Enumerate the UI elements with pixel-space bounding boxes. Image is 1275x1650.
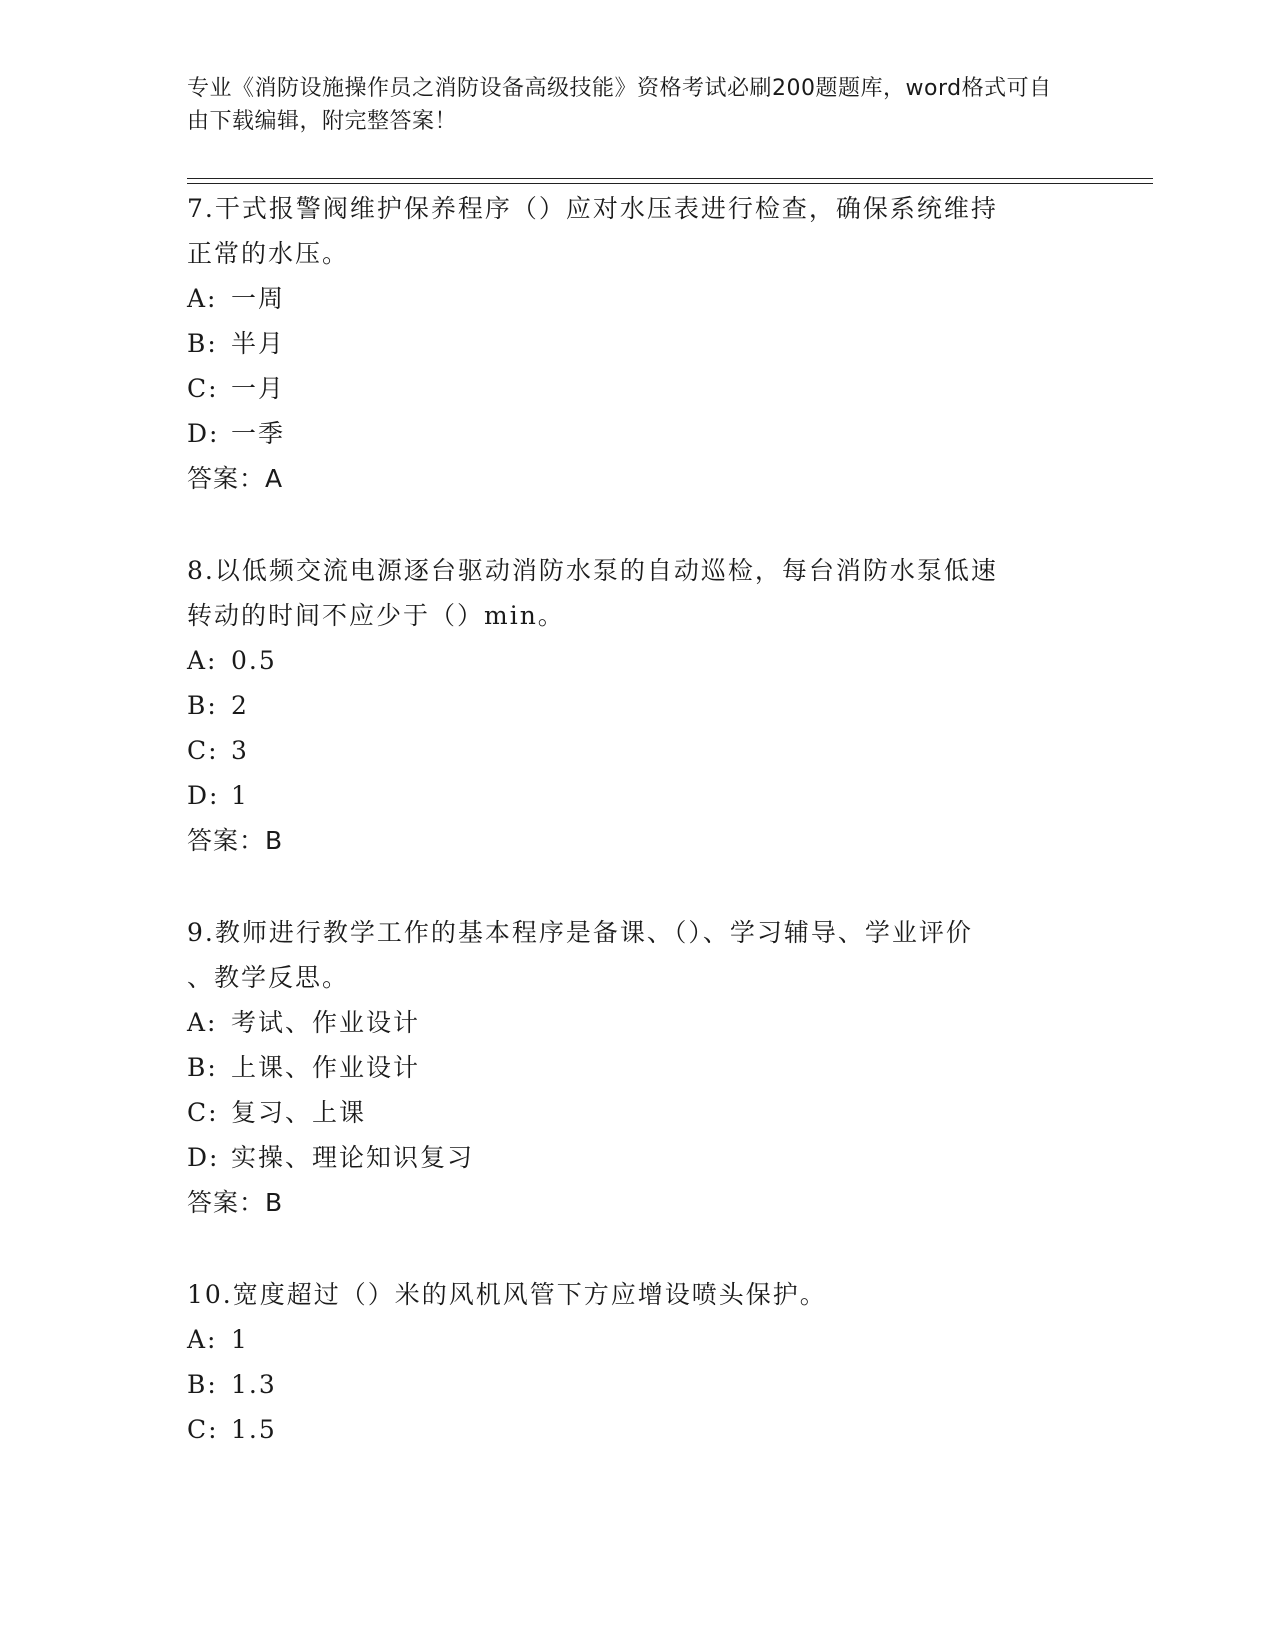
option-a: A: 考试、作业设计 — [187, 1008, 421, 1037]
question-number: 10. — [187, 1280, 233, 1309]
question-text-continued: 转动的时间不应少于（）min。 — [187, 601, 565, 630]
question-number: 7. — [187, 194, 215, 223]
option-d: D: 一季 — [187, 419, 286, 448]
question-text-continued: 、教学反思。 — [187, 963, 350, 992]
question-9 — [187, 910, 1067, 1225]
question-text: 9.教师进行教学工作的基本程序是备课、（）、学习辅导、学业评价 — [187, 918, 973, 947]
option-c: C: 一月 — [187, 374, 286, 403]
option-c: C: 1.5 — [187, 1415, 277, 1444]
header-divider-top — [187, 178, 1153, 179]
question-7 — [187, 186, 1067, 501]
question-text-continued: 正常的水压。 — [187, 239, 350, 268]
option-a: A: 0.5 — [187, 646, 277, 675]
option-b: B: 2 — [187, 691, 249, 720]
option-b: B: 1.3 — [187, 1370, 277, 1399]
option-b: B: 半月 — [187, 329, 286, 358]
question-number: 9. — [187, 918, 215, 947]
answer: 答案：B — [187, 1188, 284, 1217]
option-b: B: 上课、作业设计 — [187, 1053, 421, 1082]
option-d: D: 实操、理论知识复习 — [187, 1143, 475, 1172]
option-a: A: 一周 — [187, 284, 286, 313]
option-a: A: 1 — [187, 1325, 249, 1354]
question-text: 10.宽度超过（）米的风机风管下方应增设喷头保护。 — [187, 1280, 827, 1309]
question-10 — [187, 1272, 1067, 1452]
option-c: C: 复习、上课 — [187, 1098, 367, 1127]
answer: 答案：B — [187, 826, 284, 855]
option-d: D: 1 — [187, 781, 249, 810]
header-divider-bottom — [187, 183, 1153, 184]
question-8 — [187, 548, 1067, 863]
answer: 答案：A — [187, 464, 284, 493]
option-c: C: 3 — [187, 736, 249, 765]
question-text: 8.以低频交流电源逐台驱动消防水泵的自动巡检，每台消防水泵低速 — [187, 556, 998, 585]
question-number: 8. — [187, 556, 215, 585]
question-text: 7.干式报警阀维护保养程序（）应对水压表进行检查，确保系统维持 — [187, 194, 998, 223]
document-header: 专业《消防设施操作员之消防设备高级技能》资格考试必刷200题题库，word格式可自由下载编辑，附完整答案！ — [187, 76, 1052, 134]
